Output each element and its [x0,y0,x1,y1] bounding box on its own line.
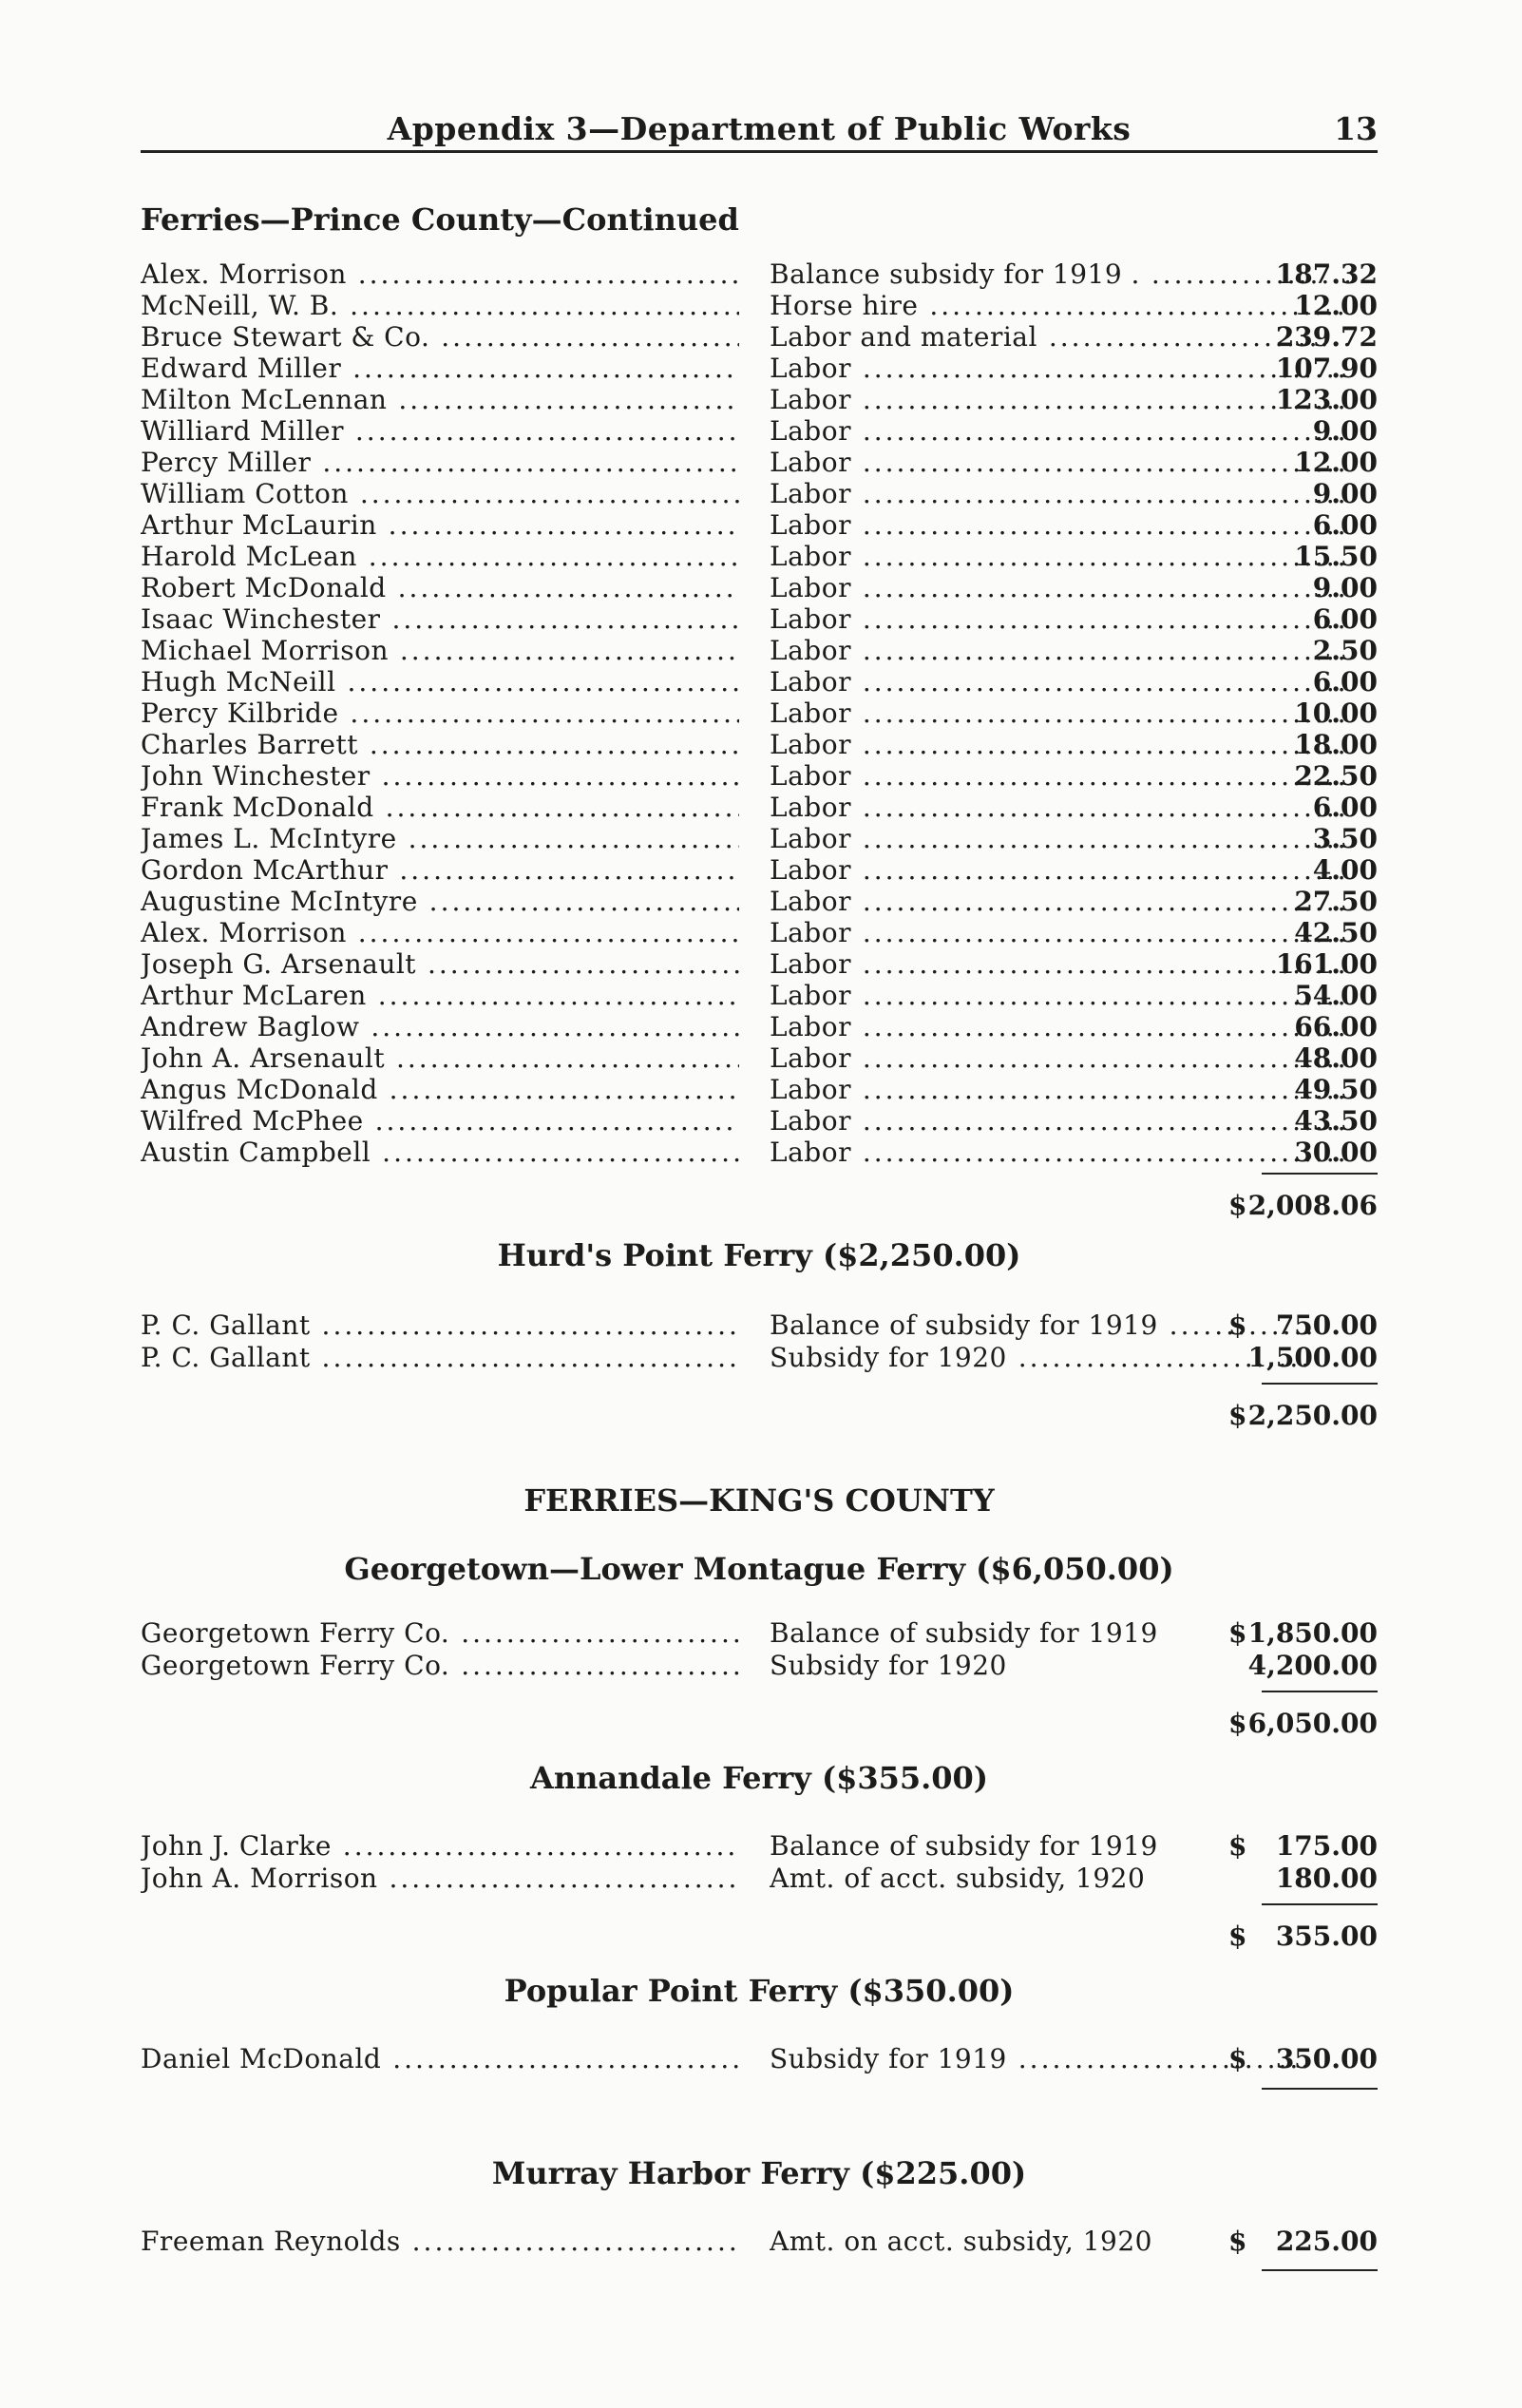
payment-description: Labor ..... [770,1074,1349,1105]
payee-name: Percy Miller ..... [141,447,739,478]
ledger-row [141,1074,1378,1105]
payee-name: Milton McLennan ..... [141,384,739,415]
payment-description: Amt. on acct. subsidy, 1920 [770,2226,1152,2257]
payment-description: Labor ..... [770,509,1349,541]
payee-name: Angus McDonald ..... [141,1074,739,1105]
total-dollar-sign: $ [1228,1190,1247,1221]
payee-name: Wilfred McPhee ..... [141,1105,739,1137]
payment-description: Subsidy for 1920 [770,1650,1007,1681]
payment-amount: 225.00 [1275,2226,1378,2257]
ledger-row [141,948,1378,980]
ledger-row [141,698,1378,729]
annandale-ledger [141,1830,1378,1895]
ledger-row [141,1650,1378,1682]
kings-county-heading: FERRIES—KING'S COUNTY [523,1482,995,1519]
ledger-row [141,603,1378,635]
payment-amount: 12.00 [1294,447,1378,478]
payment-description: Labor ..... [770,353,1349,384]
payee-name: Charles Barrett ..... [141,729,739,760]
payment-amount: 175.00 [1275,1830,1378,1862]
payment-description: Labor ..... [770,1105,1349,1137]
payment-amount: 15.50 [1294,541,1378,572]
ledger-row [141,1617,1378,1650]
total-rule [1262,1383,1378,1385]
payment-description: Labor ..... [770,792,1349,823]
payment-amount: 4.00 [1312,854,1378,886]
hurds-point-ledger [141,1309,1378,1374]
ledger-row [141,1105,1378,1137]
page-header [141,105,1378,153]
payment-description: Amt. of acct. subsidy, 1920 [770,1863,1146,1894]
payment-description: Horse hire ..... [770,290,1349,321]
payment-amount: 187.32 [1275,258,1378,290]
popular-rule [1262,2088,1378,2090]
payee-name: Arthur McLaren ..... [141,980,739,1011]
payment-amount: 9.00 [1312,415,1378,447]
payment-amount: 4,200.00 [1247,1650,1378,1681]
payment-amount: 180.00 [1275,1863,1378,1894]
payment-description: Labor and material ..... [770,321,1349,353]
ledger-row [141,980,1378,1011]
payee-name: Isaac Winchester ..... [141,603,739,635]
payment-description: Labor ..... [770,760,1349,792]
payee-name: John A. Arsenault ..... [141,1042,739,1074]
payee-name: Georgetown Ferry Co. ..... [141,1617,739,1649]
payee-name: Michael Morrison ..... [141,635,739,666]
ledger-row [141,1309,1378,1342]
payment-description: Labor ..... [770,415,1349,447]
total-dollar-sign: $ [1228,1400,1247,1431]
ledger-row [141,415,1378,447]
payee-name: Bruce Stewart & Co. ..... [141,321,739,353]
payment-description: Balance of subsidy for 1919 [770,1617,1158,1649]
payee-name: John J. Clarke ..... [141,1830,739,1862]
payment-description: Balance subsidy for 1919 . ..... [770,258,1349,290]
payment-description: Labor ..... [770,478,1349,509]
payee-name: Andrew Baglow ..... [141,1011,739,1042]
payment-description: Labor ..... [770,635,1349,666]
payee-name: Alex. Morrison ..... [141,917,739,948]
payment-amount: 1,850.00 [1247,1617,1378,1649]
payment-amount: 107.90 [1275,353,1378,384]
total-rule [1262,1173,1378,1175]
payment-amount: 43.50 [1294,1105,1378,1137]
dollar-sign: $ [1228,2043,1247,2074]
payment-amount: 161.00 [1275,948,1378,980]
dollar-sign: $ [1228,2226,1247,2257]
ledger-row [141,1342,1378,1374]
payee-name: James L. McIntyre ..... [141,823,739,854]
ledger-row [141,1011,1378,1042]
payment-amount: 239.72 [1275,321,1378,353]
popular-point-ledger [141,2043,1378,2075]
payment-amount: 9.00 [1312,478,1378,509]
prince-county-ledger [141,258,1378,1168]
payee-name: William Cotton ..... [141,478,739,509]
payment-description: Labor ..... [770,541,1349,572]
ledger-row [141,1042,1378,1074]
total-amount: 2,250.00 [1247,1400,1378,1431]
murray-harbor-ledger [141,2226,1378,2258]
annandale-heading: Annandale Ferry ($355.00) [530,1760,988,1796]
ledger-row [141,666,1378,698]
payment-amount: 22.50 [1294,760,1378,792]
payment-description: Labor ..... [770,1137,1349,1168]
payment-amount: 350.00 [1275,2043,1378,2074]
ledger-row [141,541,1378,572]
document-page [141,105,1378,2385]
payment-description: Labor ..... [770,666,1349,698]
ledger-row [141,1863,1378,1895]
payee-name: P. C. Gallant ..... [141,1342,739,1373]
hurds-point-heading: Hurd's Point Ferry ($2,250.00) [497,1237,1021,1273]
ledger-row [141,635,1378,666]
payee-name: Freeman Reynolds ..... [141,2226,739,2257]
payee-name: John A. Morrison ..... [141,1863,739,1894]
payment-amount: 6.00 [1312,603,1378,635]
payee-name: Edward Miller ..... [141,353,739,384]
payee-name: Robert McDonald ..... [141,572,739,603]
total-amount: 2,008.06 [1247,1190,1378,1221]
payment-amount: 6.00 [1312,792,1378,823]
ledger-row [141,447,1378,478]
payment-amount: 27.50 [1294,886,1378,917]
payment-description: Labor ..... [770,572,1349,603]
ledger-row [141,258,1378,290]
payment-amount: 3.50 [1312,823,1378,854]
payment-amount: 6.00 [1312,666,1378,698]
payee-name: Augustine McIntyre ..... [141,886,739,917]
payee-name: Arthur McLaurin ..... [141,509,739,541]
payment-amount: 2.50 [1312,635,1378,666]
ledger-row [141,729,1378,760]
total-amount: 355.00 [1275,1921,1378,1952]
ledger-row [141,509,1378,541]
ledger-row [141,572,1378,603]
payment-amount: 30.00 [1294,1137,1378,1168]
payee-name: Harold McLean ..... [141,541,739,572]
murray-rule [1262,2269,1378,2271]
dollar-sign: $ [1228,1830,1247,1862]
ledger-row [141,886,1378,917]
payment-amount: 18.00 [1294,729,1378,760]
total-rule [1262,1903,1378,1905]
ledger-row [141,290,1378,321]
ledger-row [141,792,1378,823]
payment-description: Subsidy for 1920 ..... [770,1342,1313,1373]
payment-description: Labor ..... [770,1042,1349,1074]
payment-amount: 48.00 [1294,1042,1378,1074]
ledger-row [141,2043,1378,2075]
payment-description: Labor ..... [770,823,1349,854]
payee-name: McNeill, W. B. ..... [141,290,739,321]
ledger-row [141,478,1378,509]
payment-description: Labor ..... [770,854,1349,886]
payee-name: Georgetown Ferry Co. ..... [141,1650,739,1681]
payment-amount: 49.50 [1294,1074,1378,1105]
ledger-row [141,384,1378,415]
payee-name: Austin Campbell ..... [141,1137,739,1168]
payment-amount: 66.00 [1294,1011,1378,1042]
page-number: 13 [1334,110,1378,147]
payee-name: Joseph G. Arsenault ..... [141,948,739,980]
payment-amount: 54.00 [1294,980,1378,1011]
payment-amount: 12.00 [1294,290,1378,321]
payment-description: Labor ..... [770,980,1349,1011]
total-rule [1262,1691,1378,1692]
payee-name: Daniel McDonald ..... [141,2043,739,2074]
payment-amount: 42.50 [1294,917,1378,948]
ledger-row [141,760,1378,792]
payment-description: Labor ..... [770,729,1349,760]
payment-description: Labor ..... [770,447,1349,478]
payee-name: P. C. Gallant ..... [141,1309,739,1341]
payment-description: Balance of subsidy for 1919 [770,1830,1158,1862]
payee-name: Percy Kilbride ..... [141,698,739,729]
payment-description: Labor ..... [770,698,1349,729]
murray-harbor-heading: Murray Harbor Ferry ($225.00) [491,2155,1027,2191]
payment-amount: 1,500.00 [1247,1342,1378,1373]
payment-description: Labor ..... [770,1011,1349,1042]
ledger-row [141,353,1378,384]
page-title: Appendix 3—Department of Public Works [387,110,1132,147]
ledger-row [141,854,1378,886]
payment-amount: 750.00 [1275,1309,1378,1341]
payment-amount: 6.00 [1312,509,1378,541]
dollar-sign: $ [1228,1309,1247,1341]
payee-name: John Winchester ..... [141,760,739,792]
ledger-row [141,2226,1378,2258]
total-dollar-sign: $ [1228,1708,1247,1739]
total-dollar-sign: $ [1228,1921,1247,1952]
payment-description: Labor ..... [770,384,1349,415]
payment-amount: 10.00 [1294,698,1378,729]
payee-name: Alex. Morrison ..... [141,258,739,290]
payee-name: Gordon McArthur ..... [141,854,739,886]
ledger-row [141,1137,1378,1168]
payee-name: Frank McDonald ..... [141,792,739,823]
dollar-sign: $ [1228,1617,1247,1649]
georgetown-ledger [141,1617,1378,1682]
payment-description: Labor ..... [770,886,1349,917]
payment-description: Balance of subsidy for 1919 ..... [770,1309,1313,1341]
payment-description: Labor ..... [770,603,1349,635]
payee-name: Williard Miller ..... [141,415,739,447]
payee-name: Hugh McNeill ..... [141,666,739,698]
ledger-row [141,321,1378,353]
georgetown-heading: Georgetown—Lower Montague Ferry ($6,050.00) [344,1551,1174,1587]
popular-point-heading: Popular Point Ferry ($350.00) [504,1973,1015,2009]
payment-description: Labor ..... [770,917,1349,948]
ledger-row [141,1830,1378,1863]
payment-amount: 123.00 [1275,384,1378,415]
payment-description: Subsidy for 1919 ..... [770,2043,1313,2074]
ledger-row [141,917,1378,948]
ledger-row [141,823,1378,854]
payment-description: Labor ..... [770,948,1349,980]
payment-amount: 9.00 [1312,572,1378,603]
total-amount: 6,050.00 [1247,1708,1378,1739]
section-label: Ferries—Prince County—Continued [141,201,739,238]
